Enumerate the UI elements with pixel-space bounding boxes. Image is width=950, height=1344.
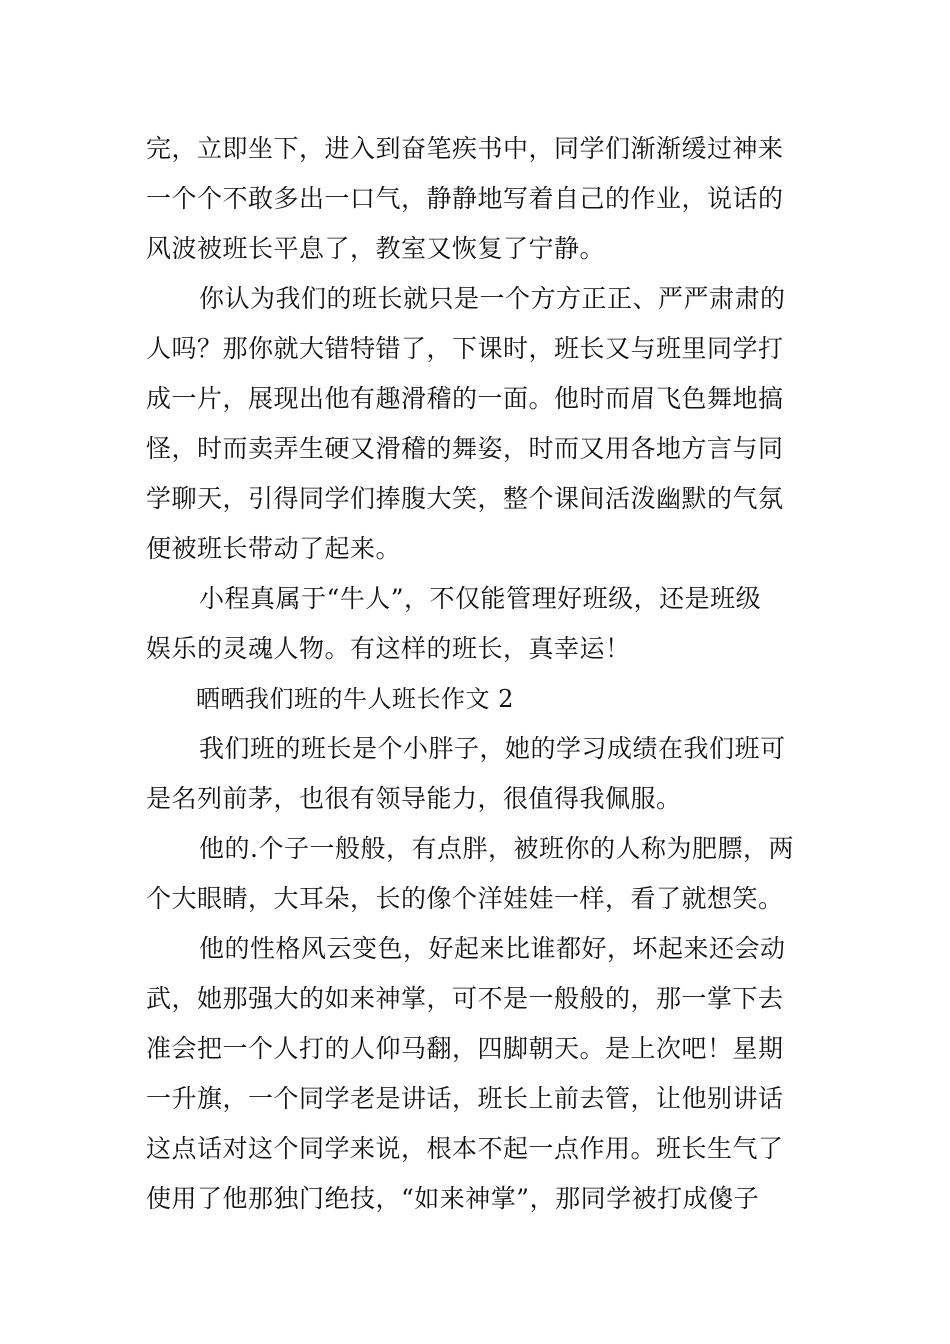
text-line: 武，她那强大的如来神掌，可不是一般般的，那一掌下去 [146,984,784,1013]
text-line: 个大眼睛，大耳朵，长的像个洋娃娃一样，看了就想笑。 [146,884,784,913]
text-line: 完，立即坐下，进入到奋笔疾书中，同学们渐渐缓过神来 [146,134,784,163]
paragraph-start-line: 你认为我们的班长就只是一个方方正正、严严肃肃的 [199,284,786,313]
text-line: 便被班长带动了起来。 [146,534,402,563]
text-line: 成一片，展现出他有趣滑稽的一面。他时而眉飞色舞地搞 [146,384,784,413]
text-line: 怪，时而卖弄生硬又滑稽的舞姿，时而又用各地方言与同 [146,434,784,463]
text-line: 风波被班长平息了，教室又恢复了宁静。 [146,234,606,263]
paragraph-start-line: 他的性格风云变色，好起来比谁都好，坏起来还会动 [199,934,786,963]
text-line: 是名列前茅，也很有领导能力，很值得我佩服。 [146,784,682,813]
section-heading: 晒晒我们班的牛人班长作文 2 [196,685,514,713]
text-line: 准会把一个人打的人仰马翻，四脚朝天。是上次吧！星期 [146,1034,784,1063]
text-line: 娱乐的灵魂人物。有这样的班长，真幸运！ [146,634,631,663]
article-body [146,124,806,1224]
paragraph-start-line: 他的.个子一般般，有点胖，被班你的人称为肥膘，两 [199,834,794,863]
paragraph-start-line: 我们班的班长是个小胖子，她的学习成绩在我们班可 [199,734,786,763]
paragraph-start-line: 小程真属于“牛人”，不仅能管理好班级，还是班级 [199,584,762,613]
text-line: 一个个不敢多出一口气，静静地写着自己的作业，说话的 [146,184,784,213]
text-line: 使用了他那独门绝技，“如来神掌”，那同学被打成傻子 [146,1184,760,1213]
text-line: 学聊天，引得同学们捧腹大笑，整个课间活泼幽默的气氛 [146,484,784,513]
text-line: 一升旗，一个同学老是讲话，班长上前去管，让他别讲话 [146,1084,784,1113]
text-line: 这点话对这个同学来说，根本不起一点作用。班长生气了 [146,1134,784,1163]
text-line: 人吗？那你就大错特错了，下课时，班长又与班里同学打 [146,334,784,363]
